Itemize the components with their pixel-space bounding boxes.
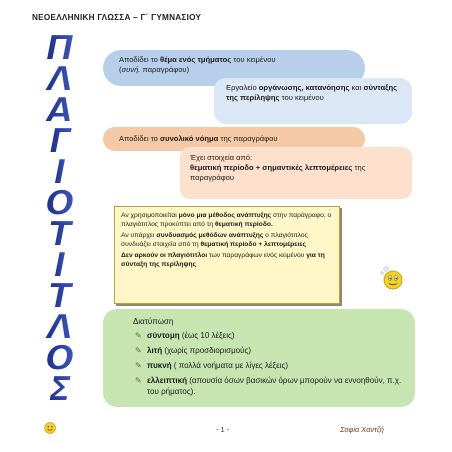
text: (χωρίς προσδιορισμούς) [162,346,252,355]
list-item [135,331,405,342]
text: Έχει στοιχεία από: [190,153,253,162]
pencil-icon: ✎ [135,376,142,385]
text: Εργαλείο [226,83,259,92]
title-letter: Ι [53,152,67,193]
bold-text: συνολικό νόημα [159,134,219,143]
bold-text: σύνταξης της περίληψης [226,83,398,102]
bold-text: οργάνωσης, κατανόησης [258,83,350,92]
title-letter: Τ [48,214,72,255]
title-letter: Ι [53,245,67,286]
text: της παραγράφου [218,134,278,143]
title-letter: Σ [48,369,72,405]
list-item-text [147,361,288,372]
text: των παραγράφων ενός κειμένου [207,252,307,260]
title-letter: Π [45,33,75,69]
text: ( πολλά νοήματα με λίγες λέξεις) [171,361,288,370]
rules-note-box [114,206,340,304]
pencil-icon: ✎ [135,331,142,340]
smiley-icon [44,421,56,433]
list-item-text [147,331,235,342]
plagiotitlos-vertical-title [28,33,92,405]
text: ο πλαγιότιτλος συνδυάζει στοιχεία από τη [121,232,308,248]
rule-paragraph [121,252,335,269]
text: Αν υπάρχει [121,232,157,240]
text: (απουσία όσων βασικών όρων μπορούν να εννοηθούν, π.χ. του ρήματος). [147,376,402,396]
list-item [135,376,405,397]
text: ( [119,65,122,74]
document-header: ΝΕΟΕΛΛΗΝΙΚΗ ΓΛΩΣΣΑ – Γ΄ ΓΥΜΝΑΣΙΟΥ [32,13,202,22]
title-letter: Λ [46,59,74,100]
pencil-icon: ✎ [135,346,142,355]
text: και [349,83,364,92]
title-letter: Ο [45,338,75,379]
wording-list [135,331,405,402]
text: (έως 10 λέξεις) [179,331,235,340]
bold-text: μόνο μια μέθοδος ανάπτυξης [178,212,272,219]
text: Αποδίδει το [119,134,160,143]
wording-box [103,309,415,407]
text: του κειμένου [279,93,324,102]
elements-box [180,147,412,199]
bold-text: Δεν αρκούν οι πλαγιότιτλοι [121,252,208,260]
bold-text: λιτή [147,346,163,355]
title-letter: Α [46,90,74,131]
bold-text: θεματική περίοδο + σημαντικές λεπτομέρειες [190,163,353,172]
list-item [135,361,405,372]
text: στην παράγραφο, ο πλαγιότιτλος προκύπτει από τη [121,212,332,228]
italic-text: συνή. [121,65,141,74]
text: παραγράφου) [140,65,190,74]
title-letter: Ο [45,183,75,224]
bold-text: θεματική περίοδο. [214,220,273,228]
title-letter: Γ [49,121,71,162]
title-letter: Τ [48,276,72,317]
thinking-smiley-icon [378,265,404,291]
summary-tool-box [214,78,412,124]
bold-text: σύντομη [147,331,180,340]
rule-paragraph [121,232,335,249]
list-item-text [147,376,405,397]
wording-heading: Διατύπωση [133,317,174,326]
list-item-text [147,346,251,357]
bold-text: θέμα ενός τμήματος [159,55,232,64]
bold-text: για τη σύνταξη της περίληψης [121,252,325,268]
title-letter: Λ [46,307,74,348]
bold-text: συνδυασμός μεθόδων ανάπτυξης [156,232,264,240]
text: της παραγράφου [190,163,366,182]
text: Αν χρησιμοποιείται [121,212,179,219]
rule-paragraph [121,212,335,229]
page-number: - 1 - [216,425,230,434]
list-item [135,346,405,357]
bold-text: πυκνή [147,361,172,370]
text: του κειμένου [231,55,276,64]
bold-text: θεματική περίοδο + λεπτομέρειες [200,240,306,248]
bold-text: ελλειπτική [147,376,187,385]
author-name: Σοφία Χαντζή [340,425,384,434]
text: Αποδίδει το [119,55,160,64]
pencil-icon: ✎ [135,361,142,370]
